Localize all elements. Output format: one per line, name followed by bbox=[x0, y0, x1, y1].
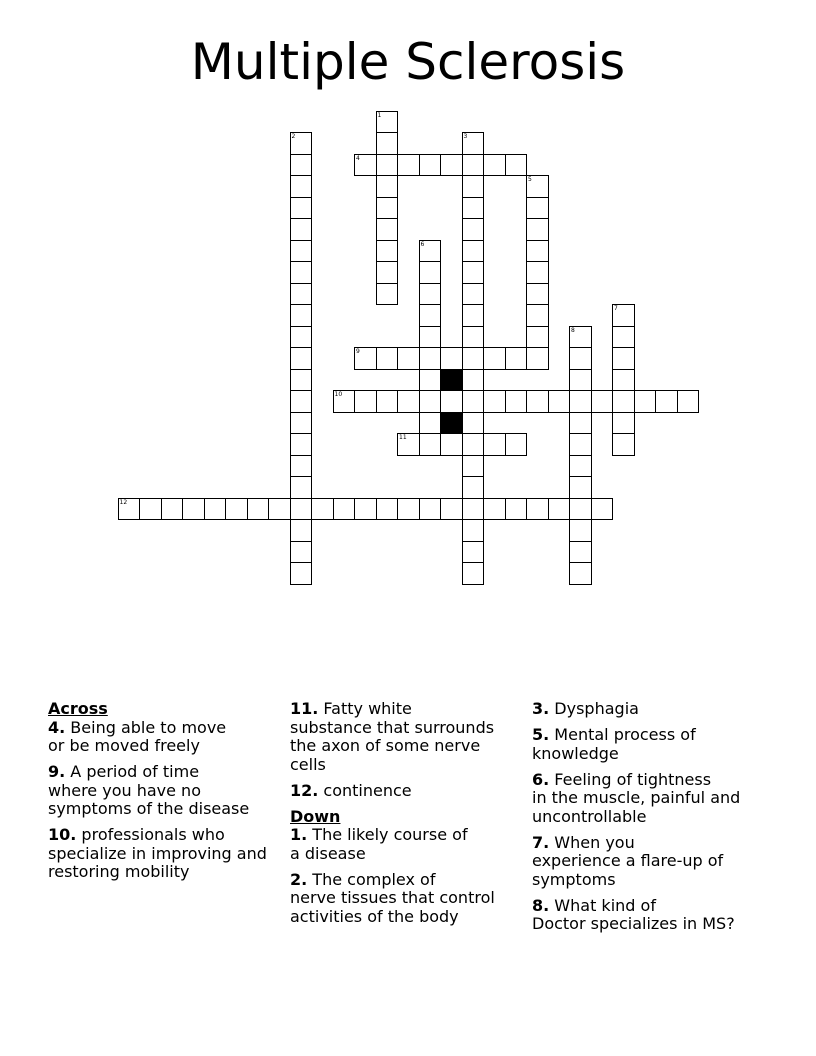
answer-square[interactable] bbox=[569, 498, 592, 521]
clue-number: 2. bbox=[290, 869, 308, 889]
clue-across-9 bbox=[48, 763, 267, 819]
answer-square[interactable] bbox=[462, 519, 485, 542]
answer-square[interactable] bbox=[526, 283, 549, 306]
answer-square[interactable] bbox=[569, 390, 592, 413]
answer-square[interactable] bbox=[376, 261, 399, 284]
clue-line: 8. What kind of bbox=[532, 895, 656, 915]
clue-line: specialize in improving and bbox=[48, 843, 267, 863]
answer-square[interactable] bbox=[397, 154, 420, 177]
clue-number-label: 2 bbox=[291, 133, 296, 140]
answer-square[interactable] bbox=[290, 347, 313, 370]
clue-number-label: 11 bbox=[399, 434, 407, 441]
clue-across-10 bbox=[48, 826, 267, 882]
answer-square[interactable] bbox=[569, 412, 592, 435]
answer-square[interactable] bbox=[419, 283, 442, 306]
answer-square[interactable] bbox=[290, 519, 313, 542]
answer-square[interactable] bbox=[290, 541, 313, 564]
clue-number: 3. bbox=[532, 699, 550, 718]
answer-square[interactable] bbox=[677, 390, 700, 413]
clue-down-2 bbox=[290, 871, 495, 927]
answer-square[interactable] bbox=[548, 498, 571, 521]
answer-square[interactable] bbox=[290, 326, 313, 349]
answer-square[interactable] bbox=[290, 283, 313, 306]
clue-line: nerve tissues that control bbox=[290, 888, 495, 907]
clue-line: 1. The likely course of bbox=[290, 825, 468, 844]
answer-square[interactable] bbox=[247, 498, 270, 521]
answer-square[interactable] bbox=[376, 283, 399, 306]
answer-square[interactable] bbox=[462, 562, 485, 585]
answer-square[interactable] bbox=[462, 498, 485, 521]
answer-square[interactable] bbox=[462, 455, 485, 478]
answer-square[interactable] bbox=[419, 326, 442, 349]
clue-number: 10. bbox=[48, 825, 77, 844]
clue-number-label: 5 bbox=[528, 176, 532, 183]
answer-square[interactable] bbox=[612, 433, 635, 456]
answer-square[interactable] bbox=[462, 390, 485, 413]
answer-square[interactable] bbox=[419, 304, 442, 327]
answer-square[interactable] bbox=[526, 218, 549, 241]
clue-line: cells bbox=[290, 754, 326, 774]
answer-square[interactable] bbox=[526, 326, 549, 349]
clue-line: 10. professionals who bbox=[48, 825, 225, 844]
answer-square[interactable] bbox=[462, 154, 485, 177]
answer-square[interactable] bbox=[526, 240, 549, 263]
answer-square[interactable] bbox=[376, 175, 399, 198]
clue-number: 4. bbox=[48, 717, 66, 737]
clue-line: or be moved freely bbox=[48, 736, 200, 755]
clue-down-5 bbox=[532, 726, 740, 763]
answer-square[interactable] bbox=[376, 197, 399, 220]
answer-square[interactable] bbox=[290, 476, 313, 499]
answer-square[interactable] bbox=[419, 154, 442, 177]
clue-line: knowledge bbox=[532, 743, 619, 763]
answer-square[interactable] bbox=[419, 240, 442, 263]
answer-square[interactable] bbox=[612, 369, 635, 392]
answer-square[interactable] bbox=[505, 154, 528, 177]
answer-square[interactable] bbox=[376, 347, 399, 370]
clue-line: restoring mobility bbox=[48, 862, 190, 881]
clue-across-4 bbox=[48, 719, 267, 756]
answer-square[interactable] bbox=[139, 498, 162, 521]
answer-square[interactable] bbox=[290, 261, 313, 284]
answer-square[interactable] bbox=[483, 390, 506, 413]
answer-square[interactable] bbox=[526, 498, 549, 521]
clue-column-1 bbox=[48, 700, 267, 889]
answer-square[interactable] bbox=[419, 433, 442, 456]
clue-number: 7. bbox=[532, 832, 550, 852]
answer-square[interactable] bbox=[505, 390, 528, 413]
answer-square[interactable] bbox=[462, 218, 485, 241]
clue-line: symptoms of the disease bbox=[48, 799, 250, 818]
clue-line: 12. continence bbox=[290, 780, 412, 800]
answer-square[interactable] bbox=[612, 390, 635, 413]
clue-number: 5. bbox=[532, 725, 550, 744]
answer-square[interactable] bbox=[462, 476, 485, 499]
answer-square[interactable] bbox=[462, 369, 485, 392]
answer-square[interactable] bbox=[462, 240, 485, 263]
clue-line: symptoms bbox=[532, 869, 616, 889]
answer-square[interactable] bbox=[290, 132, 313, 155]
answer-square[interactable] bbox=[290, 412, 313, 435]
answer-square[interactable] bbox=[569, 326, 592, 349]
answer-square[interactable] bbox=[591, 390, 614, 413]
answer-square[interactable] bbox=[290, 240, 313, 263]
clue-number-label: 7 bbox=[614, 305, 618, 312]
answer-square[interactable] bbox=[419, 498, 442, 521]
answer-square[interactable] bbox=[569, 541, 592, 564]
answer-square[interactable] bbox=[376, 240, 399, 263]
answer-square[interactable] bbox=[526, 390, 549, 413]
answer-square[interactable] bbox=[483, 347, 506, 370]
answer-square[interactable] bbox=[569, 369, 592, 392]
clue-line: 9. A period of time bbox=[48, 762, 200, 781]
answer-square[interactable] bbox=[548, 390, 571, 413]
answer-square[interactable] bbox=[290, 455, 313, 478]
down-heading: Down bbox=[290, 806, 341, 826]
clue-line: 2. The complex of bbox=[290, 869, 436, 889]
answer-square[interactable] bbox=[462, 175, 485, 198]
clue-number: 9. bbox=[48, 762, 66, 781]
answer-square[interactable] bbox=[655, 390, 678, 413]
clue-number: 8. bbox=[532, 895, 550, 915]
clue-down-3 bbox=[532, 700, 740, 719]
answer-square[interactable] bbox=[419, 261, 442, 284]
answer-square[interactable] bbox=[118, 498, 141, 521]
answer-square[interactable] bbox=[161, 498, 184, 521]
page-title: Multiple Sclerosis bbox=[190, 33, 626, 91]
answer-square[interactable] bbox=[483, 433, 506, 456]
answer-square[interactable] bbox=[354, 390, 377, 413]
answer-square[interactable] bbox=[440, 433, 463, 456]
clue-number-label: 3 bbox=[463, 133, 468, 140]
clue-line: activities of the body bbox=[290, 906, 459, 926]
answer-square[interactable] bbox=[569, 476, 592, 499]
clue-down-6 bbox=[532, 771, 740, 827]
answer-square[interactable] bbox=[290, 197, 313, 220]
clue-line: 6. Feeling of tightness bbox=[532, 769, 712, 789]
answer-square[interactable] bbox=[591, 498, 614, 521]
answer-square[interactable] bbox=[182, 498, 205, 521]
answer-square[interactable] bbox=[462, 326, 485, 349]
answer-square[interactable] bbox=[290, 433, 313, 456]
answer-square[interactable] bbox=[376, 154, 399, 177]
answer-square[interactable] bbox=[419, 412, 442, 435]
clue-line: 11. Fatty white bbox=[290, 699, 412, 718]
answer-square[interactable] bbox=[462, 132, 485, 155]
clue-down-1 bbox=[290, 826, 495, 863]
clue-line: where you have no bbox=[48, 780, 201, 800]
answer-square[interactable] bbox=[440, 154, 463, 177]
answer-square[interactable] bbox=[354, 347, 377, 370]
across-heading: Across bbox=[48, 699, 108, 718]
black-square bbox=[440, 369, 463, 392]
clue-number-label: 12 bbox=[119, 498, 128, 506]
clue-number-label: 1 bbox=[377, 111, 382, 119]
answer-square[interactable] bbox=[376, 218, 399, 241]
clue-number: 11. bbox=[290, 699, 319, 718]
clue-number: 6. bbox=[532, 769, 550, 789]
clue-column-2 bbox=[290, 700, 495, 934]
answer-square[interactable] bbox=[333, 498, 356, 521]
answer-square[interactable] bbox=[526, 304, 549, 327]
answer-square[interactable] bbox=[397, 390, 420, 413]
answer-square[interactable] bbox=[440, 390, 463, 413]
clue-down-7 bbox=[532, 834, 740, 890]
answer-square[interactable] bbox=[290, 154, 313, 177]
answer-square[interactable] bbox=[462, 541, 485, 564]
answer-square[interactable] bbox=[376, 111, 399, 134]
answer-square[interactable] bbox=[419, 369, 442, 392]
answer-square[interactable] bbox=[462, 412, 485, 435]
answer-square[interactable] bbox=[612, 347, 635, 370]
answer-square[interactable] bbox=[462, 283, 485, 306]
answer-square[interactable] bbox=[268, 498, 291, 521]
clue-line: uncontrollable bbox=[532, 806, 647, 826]
clue-line: 4. Being able to move bbox=[48, 717, 227, 737]
answer-square[interactable] bbox=[204, 498, 227, 521]
answer-square[interactable] bbox=[612, 412, 635, 435]
answer-square[interactable] bbox=[505, 433, 528, 456]
answer-square[interactable] bbox=[397, 498, 420, 521]
answer-square[interactable] bbox=[290, 498, 313, 521]
answer-square[interactable] bbox=[462, 304, 485, 327]
answer-square[interactable] bbox=[290, 369, 313, 392]
answer-square[interactable] bbox=[354, 498, 377, 521]
answer-square[interactable] bbox=[376, 498, 399, 521]
answer-square[interactable] bbox=[526, 197, 549, 220]
answer-square[interactable] bbox=[290, 218, 313, 241]
clue-line: Doctor specializes in MS? bbox=[532, 914, 735, 933]
clue-number-label: 9 bbox=[356, 348, 360, 355]
answer-square[interactable] bbox=[333, 390, 356, 413]
answer-square[interactable] bbox=[376, 390, 399, 413]
answer-square[interactable] bbox=[483, 498, 506, 521]
clue-number-label: 10 bbox=[334, 391, 343, 398]
answer-square[interactable] bbox=[634, 390, 657, 413]
answer-square[interactable] bbox=[569, 433, 592, 456]
answer-square[interactable] bbox=[612, 326, 635, 349]
answer-square[interactable] bbox=[612, 304, 635, 327]
answer-square[interactable] bbox=[397, 433, 420, 456]
answer-square[interactable] bbox=[462, 261, 485, 284]
answer-square[interactable] bbox=[505, 347, 528, 370]
answer-square[interactable] bbox=[569, 562, 592, 585]
answer-square[interactable] bbox=[569, 519, 592, 542]
answer-square[interactable] bbox=[483, 154, 506, 177]
clue-line: 7. When you bbox=[532, 832, 635, 852]
clue-number: 1. bbox=[290, 825, 308, 844]
answer-square[interactable] bbox=[440, 347, 463, 370]
answer-square[interactable] bbox=[354, 154, 377, 177]
clue-number-label: 4 bbox=[356, 154, 360, 162]
answer-square[interactable] bbox=[526, 347, 549, 370]
clue-line: experience a flare-up of bbox=[532, 851, 724, 870]
answer-square[interactable] bbox=[397, 347, 420, 370]
black-square bbox=[440, 412, 463, 435]
answer-square[interactable] bbox=[290, 562, 313, 585]
answer-square[interactable] bbox=[290, 304, 313, 327]
answer-square[interactable] bbox=[526, 175, 549, 198]
answer-square[interactable] bbox=[505, 498, 528, 521]
answer-square[interactable] bbox=[290, 175, 313, 198]
clue-line: a disease bbox=[290, 843, 366, 863]
clue-number: 12. bbox=[290, 780, 319, 800]
answer-square[interactable] bbox=[462, 433, 485, 456]
clue-line: the axon of some nerve bbox=[290, 736, 481, 755]
answer-square[interactable] bbox=[569, 347, 592, 370]
clue-column-3 bbox=[532, 700, 740, 941]
answer-square[interactable] bbox=[225, 498, 248, 521]
answer-square[interactable] bbox=[376, 132, 399, 155]
clue-across-11 bbox=[290, 700, 495, 774]
clue-line: 3. Dysphagia bbox=[532, 699, 639, 718]
answer-square[interactable] bbox=[569, 455, 592, 478]
answer-square[interactable] bbox=[419, 347, 442, 370]
clue-line: substance that surrounds bbox=[290, 717, 495, 737]
answer-square[interactable] bbox=[440, 498, 463, 521]
clue-number-label: 6 bbox=[420, 240, 425, 248]
answer-square[interactable] bbox=[462, 347, 485, 370]
answer-square[interactable] bbox=[419, 390, 442, 413]
clue-down-8 bbox=[532, 897, 740, 934]
answer-square[interactable] bbox=[462, 197, 485, 220]
answer-square[interactable] bbox=[290, 390, 313, 413]
clue-across-12 bbox=[290, 782, 495, 801]
answer-square[interactable] bbox=[526, 261, 549, 284]
clue-number-label: 8 bbox=[571, 326, 575, 334]
answer-square[interactable] bbox=[311, 498, 334, 521]
clue-line: 5. Mental process of bbox=[532, 725, 696, 744]
clue-line: in the muscle, painful and bbox=[532, 788, 741, 807]
